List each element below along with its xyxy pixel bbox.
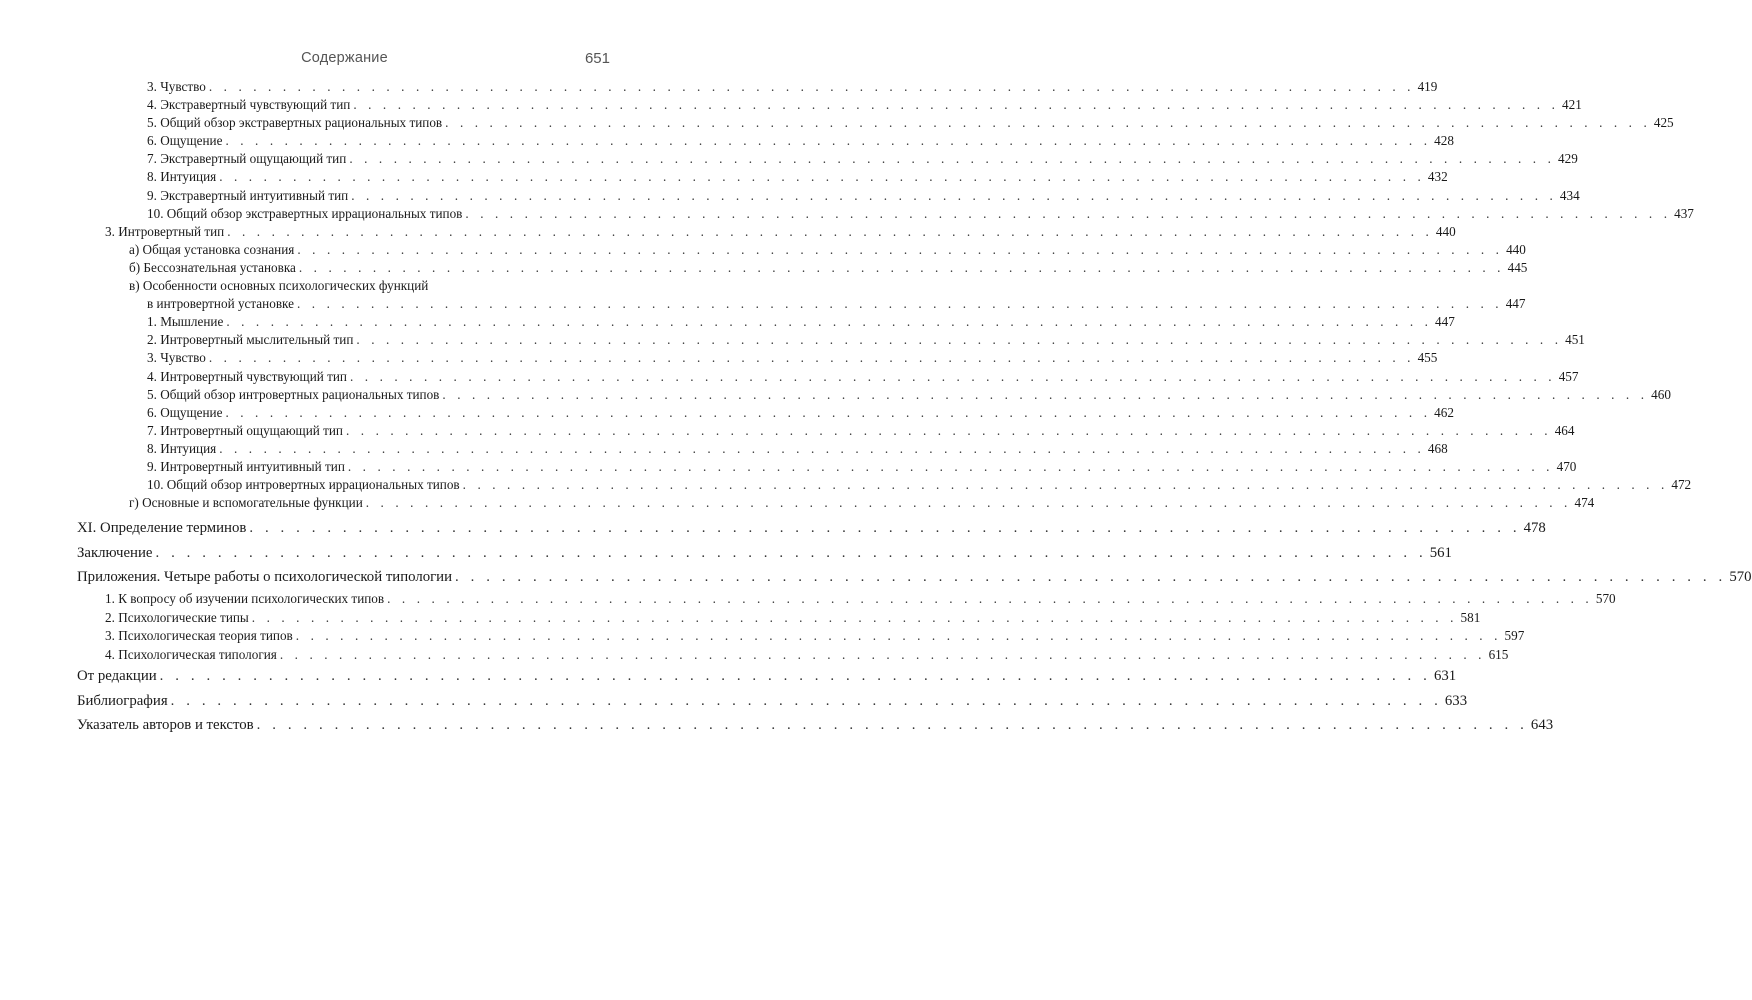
toc-leader: . . . . . . . . . . . . . . . . . . . . . . . . . . . . . . . . . . . . . . . . . . . . . . . . . . . . . . . . . . . . . . . . . . . . . . . . . . . . . . . . . . — [351, 187, 1557, 203]
toc-leader: . . . . . . . . . . . . . . . . . . . . . . . . . . . . . . . . . . . . . . . . . . . . . . . . . . . . . . . . . . . . . . . . . . . . . . . . . . . . . . . . . . — [256, 717, 1528, 734]
toc-leader: . . . . . . . . . . . . . . . . . . . . . . . . . . . . . . . . . . . . . . . . . . . . . . . . . . . . . . . . . . . . . . . . . . . . . . . . . . . . . . . . . . — [226, 314, 1433, 330]
toc-label: Библиография — [77, 692, 168, 709]
toc-page: 615 — [1488, 646, 1509, 662]
toc-page: 440 — [1506, 241, 1526, 257]
toc-leader: . . . . . . . . . . . . . . . . . . . . . . . . . . . . . . . . . . . . . . . . . . . . . . . . . . . . . . . . . . . . . . . . . . . . . . . . . . . . . . . . . . — [356, 332, 1563, 348]
toc-label: а) Общая установка сознания — [129, 241, 295, 257]
toc-page: 419 — [1417, 79, 1438, 94]
toc-entry[interactable] — [77, 150, 1578, 168]
toc-leader: . . . . . . . . . . . . . . . . . . . . . . . . . . . . . . . . . . . . . . . . . . . . . . . . . . . . . . . . . . . . . . . . . . . . . . . . . . . . . . . . . . — [225, 133, 1432, 149]
toc-entry[interactable] — [77, 114, 1674, 132]
toc-label: 1. Мышление — [147, 314, 224, 330]
toc-leader: . . . . . . . . . . . . . . . . . . . . . . . . . . . . . . . . . . . . . . . . . . . . . . . . . . . . . . . . . . . . . . . . . . . . . . . . . . . . . . . . . . — [387, 591, 1593, 607]
toc-entry-main-auxiliary[interactable] — [77, 494, 1595, 512]
toc-label: 7. Интровертный ощущающий тип — [147, 422, 343, 438]
toc-page: 437 — [1674, 205, 1694, 221]
toc-page: 421 — [1562, 97, 1582, 113]
toc-entry[interactable] — [77, 440, 1448, 458]
toc-page: 447 — [1505, 296, 1526, 312]
toc-page: 464 — [1554, 422, 1575, 438]
toc-label: 2. Интровертный мыслительный тип — [147, 332, 354, 348]
toc-label: 1. К вопросу об изучении психологических типов — [105, 591, 385, 607]
toc-entry[interactable] — [77, 331, 1585, 349]
toc-leader: . . . . . . . . . . . . . . . . . . . . . . . . . . . . . . . . . . . . . . . . . . . . . . . . . . . . . . . . . . . . . . . . . . . . . . . . . . . . . . . . . . — [349, 151, 1556, 167]
toc-entry[interactable] — [77, 386, 1671, 404]
toc-label: От редакции — [77, 668, 157, 685]
toc-page: 474 — [1574, 495, 1595, 511]
toc-leader: . . . . . . . . . . . . . . . . . . . . . . . . . . . . . . . . . . . . . . . . . . . . . . . . . . . . . . . . . . . . . . . . . . . . . . . . . . . . . . . . . . — [350, 368, 1556, 384]
toc-page: 468 — [1427, 440, 1448, 456]
toc-page: 457 — [1558, 368, 1579, 384]
toc-entry[interactable] — [77, 205, 1694, 223]
toc-entry-chapter-xi[interactable] — [77, 516, 1546, 541]
table-of-contents — [77, 78, 1752, 738]
toc-leader: . . . . . . . . . . . . . . . . . . . . . . . . . . . . . . . . . . . . . . . . . . . . . . . . . . . . . . . . . . . . . . . . . . . . . . . . . . . . . . . . . . — [251, 609, 1458, 625]
toc-entry-index[interactable] — [77, 713, 1554, 738]
toc-leader: . . . . . . . . . . . . . . . . . . . . . . . . . . . . . . . . . . . . . . . . . . . . . . . . . . . . . . . . . . . . . . . . . . . . . . . . . . . . . . . . . . — [465, 205, 1672, 221]
toc-label: 5. Общий обзор интровертных рациональных типов — [147, 386, 440, 402]
toc-leader: . . . . . . . . . . . . . . . . . . . . . . . . . . . . . . . . . . . . . . . . . . . . . . . . . . . . . . . . . . . . . . . . . . . . . . . . . . . . . . . . . . — [225, 404, 1432, 420]
toc-entry[interactable] — [77, 368, 1579, 386]
toc-page: 428 — [1434, 133, 1454, 149]
toc-label: 10. Общий обзор экстравертных иррациональных типов — [147, 205, 463, 221]
toc-entry[interactable] — [77, 78, 1438, 96]
toc-label: г) Основные и вспомогательные функции — [129, 495, 363, 511]
toc-label: Приложения. Четыре работы о психологической типологии — [77, 569, 453, 586]
toc-entry[interactable] — [77, 458, 1577, 476]
toc-leader: . . . . . . . . . . . . . . . . . . . . . . . . . . . . . . . . . . . . . . . . . . . . . . . . . . . . . . . . . . . . . . . . . . . . . . . . . . . . . . . . . . — [442, 386, 1649, 402]
toc-entry[interactable] — [77, 476, 1692, 494]
toc-entry[interactable] — [77, 404, 1454, 422]
toc-entry-editorial[interactable] — [77, 664, 1457, 689]
toc-entry[interactable] — [77, 168, 1448, 186]
toc-page: 447 — [1435, 314, 1455, 330]
toc-page: 633 — [1444, 692, 1468, 709]
toc-leader: . . . . . . . . . . . . . . . . . . . . . . . . . . . . . . . . . . . . . . . . . . . . . . . . . . . . . . . . . . . . . . . . . . . . . . . . . . . . . . . . . . — [159, 668, 1431, 685]
toc-entry-bibliography[interactable] — [77, 689, 1468, 714]
toc-label: XI. Определение терминов — [77, 520, 247, 537]
toc-entry[interactable] — [77, 187, 1580, 205]
toc-entry[interactable] — [77, 627, 1525, 646]
toc-label: Указатель авторов и текстов — [77, 717, 254, 734]
toc-leader: . . . . . . . . . . . . . . . . . . . . . . . . . . . . . . . . . . . . . . . . . . . . . . . . . . . . . . . . . . . . . . . . . . . . . . . . . . . . . . . . . . — [170, 692, 1442, 709]
toc-page: 462 — [1434, 404, 1454, 420]
toc-entry-conclusion[interactable] — [77, 541, 1452, 566]
toc-leader: . . . . . . . . . . . . . . . . . . . . . . . . . . . . . . . . . . . . . . . . . . . . . . . . . . . . . . . . . . . . . . . . . . . . . . . . . . . . . . . . . . — [249, 520, 1521, 537]
toc-label: 3. Интровертный тип — [105, 223, 225, 239]
toc-label: 4. Психологическая типология — [105, 646, 277, 662]
toc-label: 5. Общий обзор экстравертных рациональных типов — [147, 115, 443, 131]
toc-page: 570 — [1595, 591, 1616, 607]
toc-label: Заключение — [77, 544, 153, 561]
toc-leader: . . . . . . . . . . . . . . . . . . . . . . . . . . . . . . . . . . . . . . . . . . . . . . . . . . . . . . . . . . . . . . . . . . . . . . . . . . . . . . . . . . — [296, 296, 1503, 312]
toc-page: 631 — [1433, 668, 1457, 685]
toc-page: 451 — [1565, 332, 1585, 348]
toc-leader: . . . . . . . . . . . . . . . . . . . . . . . . . . . . . . . . . . . . . . . . . . . . . . . . . . . . . . . . . . . . . . . . . . . . . . . . . . . . . . . . . . — [208, 350, 1415, 366]
toc-label: 9. Экстравертный интуитивный тип — [147, 187, 349, 203]
toc-label: б) Бессознательная установка — [129, 259, 296, 275]
toc-page: 434 — [1559, 187, 1580, 203]
toc-page: 597 — [1504, 628, 1525, 644]
toc-leader: . . . . . . . . . . . . . . . . . . . . . . . . . . . . . . . . . . . . . . . . . . . . . . . . . . . . . . . . . . . . . . . . . . . . . . . . . . . . . . . . . . — [353, 97, 1560, 113]
toc-label: 3. Чувство — [147, 79, 206, 94]
toc-page: 445 — [1507, 259, 1528, 275]
running-header-title: Содержание — [301, 50, 388, 66]
toc-leader: . . . . . . . . . . . . . . . . . . . . . . . . . . . . . . . . . . . . . . . . . . . . . . . . . . . . . . . . . . . . . . . . . . . . . . . . . . . . . . . . . . — [345, 422, 1552, 438]
toc-leader: . . . . . . . . . . . . . . . . . . . . . . . . . . . . . . . . . . . . . . . . . . . . . . . . . . . . . . . . . . . . . . . . . . . . . . . . . . . . . . . . . . — [455, 569, 1727, 586]
toc-entry[interactable] — [77, 609, 1481, 628]
toc-label: 4. Экстравертный чувствующий тип — [147, 97, 351, 113]
toc-leader: . . . . . . . . . . . . . . . . . . . . . . . . . . . . . . . . . . . . . . . . . . . . . . . . . . . . . . . . . . . . . . . . . . . . . . . . . . . . . . . . . . — [219, 440, 1425, 456]
toc-label: 3. Психологическая теория типов — [105, 628, 293, 644]
toc-page: 455 — [1417, 350, 1438, 366]
toc-leader: . . . . . . . . . . . . . . . . . . . . . . . . . . . . . . . . . . . . . . . . . . . . . . . . . . . . . . . . . . . . . . . . . . . . . . . . . . . . . . . . . . — [347, 458, 1554, 474]
toc-entry[interactable] — [77, 132, 1454, 150]
toc-entry[interactable] — [77, 259, 1528, 277]
toc-entry-functions-line1[interactable] — [77, 277, 612, 295]
toc-page: 429 — [1558, 151, 1578, 167]
toc-label: 6. Ощущение — [147, 133, 223, 149]
toc-page: 472 — [1671, 477, 1692, 493]
toc-label: 9. Интровертный интуитивный тип — [147, 458, 345, 474]
toc-entry[interactable] — [77, 349, 1438, 367]
toc-page: 460 — [1651, 386, 1671, 402]
toc-entry[interactable] — [77, 590, 1616, 609]
toc-label: 8. Интуиция — [147, 169, 217, 185]
toc-leader: . . . . . . . . . . . . . . . . . . . . . . . . . . . . . . . . . . . . . . . . . . . . . . . . . . . . . . . . . . . . . . . . . . . . . . . . . . . . . . . . . . — [297, 241, 1504, 257]
toc-page: 478 — [1523, 520, 1546, 537]
toc-page: 643 — [1530, 717, 1554, 734]
toc-label: 7. Экстравертный ощущающий тип — [147, 151, 347, 167]
toc-label: 10. Общий обзор интровертных иррациональных типов — [147, 477, 460, 493]
toc-label: 3. Чувство — [147, 350, 206, 366]
toc-page: 581 — [1460, 609, 1481, 625]
toc-label: 2. Психологические типы — [105, 609, 249, 625]
toc-leader: . . . . . . . . . . . . . . . . . . . . . . . . . . . . . . . . . . . . . . . . . . . . . . . . . . . . . . . . . . . . . . . . . . . . . . . . . . . . . . . . . . — [365, 495, 1572, 511]
toc-leader: . . . . . . . . . . . . . . . . . . . . . . . . . . . . . . . . . . . . . . . . . . . . . . . . . . . . . . . . . . . . . . . . . . . . . . . . . . . . . . . . . . — [208, 79, 1415, 94]
toc-entry[interactable] — [77, 313, 1455, 331]
toc-page: 425 — [1653, 115, 1674, 131]
toc-leader: . . . . . . . . . . . . . . . . . . . . . . . . . . . . . . . . . . . . . . . . . . . . . . . . . . . . . . . . . . . . . . . . . . . . . . . . . . . . . . . . . . — [155, 544, 1427, 561]
toc-entry-functions-line2[interactable] — [77, 295, 1526, 313]
toc-label: в) Особенности основных психологических функций — [129, 278, 429, 294]
toc-leader: . . . . . . . . . . . . . . . . . . . . . . . . . . . . . . . . . . . . . . . . . . . . . . . . . . . . . . . . . . . . . . . . . . . . . . . . . . . . . . . . . . — [462, 477, 1669, 493]
toc-entry-appendix[interactable] — [77, 565, 1752, 590]
toc-label: 8. Интуиция — [147, 440, 217, 456]
toc-entry[interactable] — [77, 422, 1575, 440]
toc-leader: . . . . . . . . . . . . . . . . . . . . . . . . . . . . . . . . . . . . . . . . . . . . . . . . . . . . . . . . . . . . . . . . . . . . . . . . . . . . . . . . . . — [227, 223, 1433, 239]
toc-leader: . . . . . . . . . . . . . . . . . . . . . . . . . . . . . . . . . . . . . . . . . . . . . . . . . . . . . . . . . . . . . . . . . . . . . . . . . . . . . . . . . . — [219, 169, 1425, 185]
toc-entry[interactable] — [77, 646, 1509, 665]
toc-page: 561 — [1429, 544, 1452, 561]
toc-page: 470 — [1556, 458, 1577, 474]
toc-label: 6. Ощущение — [147, 404, 223, 420]
toc-page: 440 — [1435, 223, 1456, 239]
running-header — [77, 50, 612, 72]
toc-entry[interactable] — [77, 96, 1582, 114]
page-number: 651 — [584, 50, 610, 67]
toc-leader: . . . . . . . . . . . . . . . . . . . . . . . . . . . . . . . . . . . . . . . . . . . . . . . . . . . . . . . . . . . . . . . . . . . . . . . . . . . . . . . . . . — [445, 115, 1651, 131]
toc-entry[interactable] — [77, 241, 1526, 259]
toc-page: 570 — [1729, 569, 1752, 586]
toc-label: 4. Интровертный чувствующий тип — [147, 368, 347, 384]
toc-label: в интровертной установке — [147, 296, 294, 312]
toc-leader: . . . . . . . . . . . . . . . . . . . . . . . . . . . . . . . . . . . . . . . . . . . . . . . . . . . . . . . . . . . . . . . . . . . . . . . . . . . . . . . . . . — [279, 646, 1486, 662]
toc-entry-introverted-type[interactable] — [77, 223, 1456, 241]
toc-page: 432 — [1427, 169, 1448, 185]
toc-leader: . . . . . . . . . . . . . . . . . . . . . . . . . . . . . . . . . . . . . . . . . . . . . . . . . . . . . . . . . . . . . . . . . . . . . . . . . . . . . . . . . . — [298, 259, 1505, 275]
toc-leader: . . . . . . . . . . . . . . . . . . . . . . . . . . . . . . . . . . . . . . . . . . . . . . . . . . . . . . . . . . . . . . . . . . . . . . . . . . . . . . . . . . — [295, 628, 1502, 644]
